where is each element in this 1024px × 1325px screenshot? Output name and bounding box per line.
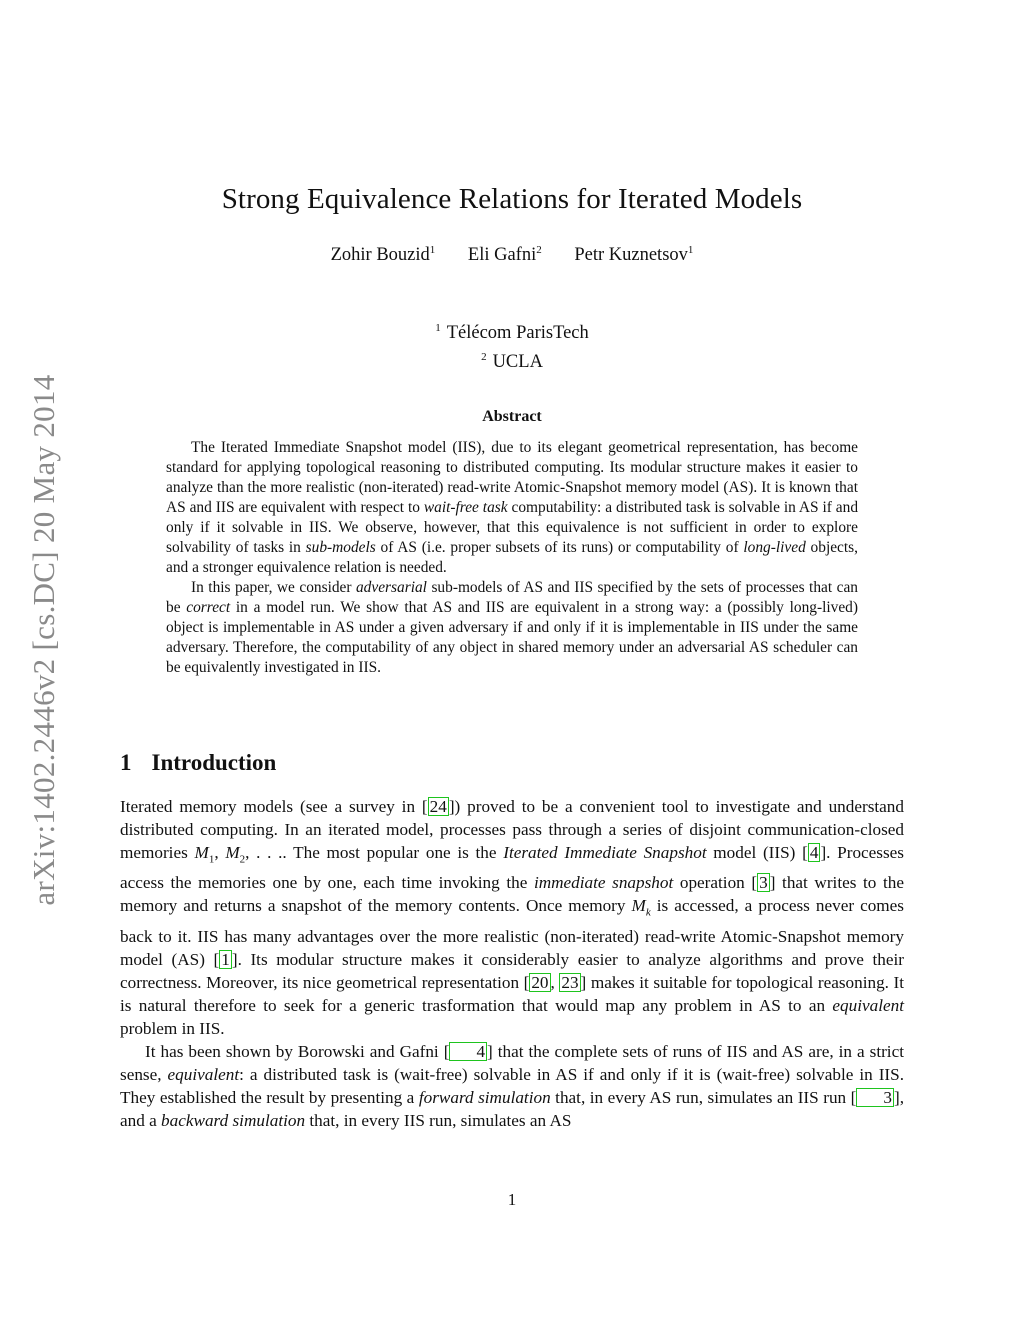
author: Petr Kuznetsov$^1$ bbox=[574, 244, 694, 266]
abstract-heading: Abstract bbox=[482, 408, 542, 425]
arxiv-identifier-stamp: arXiv:1402.2446v2 [cs.DC] 20 May 2014 bbox=[26, 374, 61, 906]
author-list bbox=[0, 244, 1024, 266]
author: Eli Gafni$^2$ bbox=[467, 244, 542, 266]
affiliation: $^1$ Télécom ParisTech bbox=[435, 322, 589, 344]
section-number: 1 bbox=[120, 750, 132, 775]
citation-link[interactable]: 3 bbox=[759, 873, 768, 893]
abstract-body bbox=[166, 438, 858, 678]
body-paragraph: Iterated memory models (see a survey in [ 24 ]) proved to be a convenient tool to investigate and understand distributed computing. In an iterated model, processes pass through a series of disjoint communication-closed memories $M_1$, $M_2$, . . .. The most popular one is the Iterated Immediate Snapshot model (IIS) [ 4 ]. Processes access the memories one by one, each time invoking the immediate snapshot operation [ 3 ] that writes to the memory and returns a snapshot of the memory contents. Once memory $M_k$ is accessed, a process never comes back to it. IIS has many advantages over the more realistic (non-iterated) read-write Atomic-Snapshot memory model (AS) [ 1 ]. Its modular structure makes it considerably easier to analyze algorithms and prove their correctness. Moreover, its nice geometrical representation [ 20 , 23 ] makes it suitable for topological reasoning. It is natural therefore to seek for a generic trasformation that would map any problem in AS to an equivalent problem in IIS. bbox=[120, 797, 905, 1038]
citation-link[interactable]: 1 bbox=[221, 949, 230, 969]
paper-title: Strong Equivalence Relations for Iterated Models bbox=[221, 183, 803, 215]
citation-link[interactable]: 24 bbox=[429, 797, 447, 816]
affiliation-list bbox=[0, 316, 1024, 374]
section-heading bbox=[120, 750, 276, 776]
citation-link[interactable]: 4 bbox=[809, 843, 819, 862]
abstract-paragraph: The Iterated Immediate Snapshot model (IIS), due to its elegant geometrical representation, has become standard for applying topological reasoning to distributed computing. Its modular structure makes it easier to analyze than the more realistic (non-iterated) read-write Atomic-Snapshot memory model (AS). It is known that AS and IIS are equivalent with respect to wait-free task computability: a distributed task is solvable in AS if and only if it solvable in IIS. We observe, however, that this equivalence is not sufficient in order to explore solvability of tasks in sub-models of AS (i.e. proper subsets of its runs) or computability of long-lived objects, and a stronger equivalence relation is needed. bbox=[166, 439, 859, 576]
body-paragraph: It has been shown by Borowski and Gafni [ 4 ] that the complete sets of runs of IIS and AS are, in a strict sense, equivalent: a distributed task is (wait-free) solvable in AS if and only if it is (wait-free) solvable in IIS. They established the result by presenting a forward simulation that, in every AS run, simulates an IIS run [ 3 ], and a backward simulation that, in every IIS run, simulates an AS bbox=[120, 1041, 904, 1130]
citation-link[interactable]: 20 bbox=[531, 972, 549, 992]
citation-link[interactable]: 3 bbox=[856, 1088, 894, 1107]
author: Zohir Bouzid$^1$ bbox=[330, 244, 436, 266]
abstract-paragraph: In this paper, we consider adversarial sub-models of AS and IIS specified by the sets of processes that can be correct in a model run. We show that AS and IIS are equivalent in a strong way: a (possibly long-lived) object is implementable in AS under a given adversary if and only if it is implementable in IIS under the same adversary. Therefore, the computability of any object in shared memory under an adversarial AS scheduler can be equivalently investigated in IIS. bbox=[166, 579, 858, 676]
page-number: 1 bbox=[507, 1190, 517, 1209]
section-title: Introduction bbox=[151, 750, 277, 775]
affiliation: $^2$ UCLA bbox=[481, 351, 543, 373]
citation-link[interactable]: 23 bbox=[561, 972, 579, 992]
introduction-body bbox=[120, 795, 904, 1132]
citation-link[interactable]: 4 bbox=[449, 1042, 487, 1061]
